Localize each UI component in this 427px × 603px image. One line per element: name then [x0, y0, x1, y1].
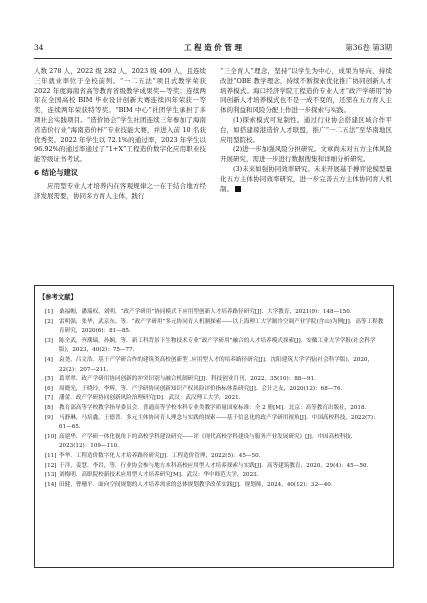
reference-text: 袁尧，吕文浩．基于产学研合作的建筑类高校创新型 .应用型人才的培养路径研究[J]．沈阳建筑大学学报(社会科学版)，2020，22(2)：207—211.	[59, 356, 374, 373]
reference-number: [1]	[45, 309, 53, 315]
reference-text: 教育部高等学校教学指导委员会．普通高等学校本科专业类教学质量国家标准：全 2 册[M]．北京：高等教育出版社，2018.	[59, 404, 367, 411]
reference-number: [5]	[45, 376, 53, 383]
reference-number: [9]	[45, 414, 53, 421]
body-paragraph: 人数 278 人，2022 级 282 人，2023 级 409 人，且连续三年就业率位于全校前列。“一二五法”项目式教学荣获 2022 年度海南省高等教育省级教学成果奖—等奖；连续两年在全国高校 BIM 毕业设计创新大赛连续四年荣获一等奖，连续两年荣获特等奖。“BIM 中心”社团学生承担了多项社会实践项目。“造价协会”学生社团连续三年参加了海南省造价行业“海南造价杯”专业技能大赛，并进入前 10 名获优秀奖。2022 年学生以 72.1%的通过率，2023 年学生以 96.92%的通过率通过了“1+X”工程造价数字化应用职业技能等级证书考试。	[34, 67, 206, 164]
reference-item	[45, 375, 385, 385]
reference-number: [11]	[45, 452, 57, 459]
reference-item	[45, 471, 385, 481]
references-title: 【参考文献】	[39, 294, 77, 301]
reference-text: 葛翠翠．政产学研用协同创新的冲突识别与融合机制研究[J]．科技创业月刊，2022，35(10)：88—91.	[59, 376, 316, 383]
page-number: 34	[34, 43, 44, 52]
reference-text: 马静琳，马培鑫，王德普．多元主体协同育人理念与实践的探索——基于信息化的政产学研用视角[J]．中国高校科技，2022(7)：61—65.	[59, 414, 379, 431]
section-heading: 6 结论与建议	[34, 167, 79, 177]
reference-number: [13]	[45, 472, 57, 479]
reference-text: 刘梅明．高职院校新技术应用型人才培养研究[M]．武汉：华中师范大学，2023.	[59, 472, 259, 479]
reference-text: 李华．工程造价数字化人才培养路径研究[J]．工程造价管理，2022(5)：45—50.	[59, 452, 261, 459]
reference-text: 于洋，姜慧，李岩，等．行业协会参与地方本科高校应用型人才培养探索与实践[J]．高等建筑教育，2020，29(4)：45—50.	[59, 462, 369, 469]
references-list	[45, 308, 385, 490]
reference-item	[45, 481, 385, 491]
reference-number: [2]	[45, 318, 53, 325]
reference-item	[45, 308, 385, 318]
reference-item	[45, 318, 385, 337]
body-paragraph-text: (3)未来如强协同效率研究。未来开展基于搏弈论模型量化五方主体协同效率研究，进一步完善五方主体协同育人机制。	[220, 164, 392, 193]
body-paragraph: (1)探索模式可复制性。通过行业协会搭建区域合作平台，如搭建琼港造价人才联盟，推广“一二五法”至华南地区应用型院校。	[220, 115, 392, 144]
reference-number: [4]	[45, 356, 53, 363]
reference-number: [8]	[45, 404, 53, 411]
reference-item	[45, 462, 385, 472]
reference-number: [14]	[45, 481, 57, 488]
reference-number: [12]	[45, 462, 57, 469]
reference-item	[45, 433, 385, 452]
reference-text: 周晓光，于晓玲，李辉，等．产学研协同创新知识产权风险评价指标体系研究[J]．会计之友，2020(12)：68—76.	[59, 385, 343, 392]
running-header	[34, 42, 392, 54]
reference-text: 田健，曹珊平．面向空间规划的人才培养需求的总体规划教学改革实践[J]．规划师，2024，40(12)：32—40.	[59, 481, 333, 488]
right-column	[220, 67, 392, 194]
reference-number: [6]	[45, 385, 53, 392]
reference-text: 潘蕾．政产学研协同创新风险治理研究[D]．武汉：武汉理工大学，2021.	[59, 395, 241, 402]
reference-text: 陈全武，齐潮瑞，孙娴，等．新工科背景下生物技术专业“政产学研用”融合的人才培养模式探索[J]．安徽工业大学学报(社会科学版)，2023，40(2)：75—77.	[59, 337, 376, 354]
reference-item	[45, 356, 385, 375]
reference-item	[45, 414, 385, 433]
left-column	[34, 67, 206, 201]
journal-title: 工 程 造 价 管 理	[183, 43, 243, 52]
reference-text: 桑福帽，潘瑞权，刘明．“政产学研用”协同模式下应用型创新人才培养路径研究[J]．大学教育，2021(9)：148—150.	[59, 309, 352, 315]
reference-text: 高建华．产学研一体化视角下的高校学科建设研究——评《现代高校学科建设与服务产业发展研究》[J]．中国高校科技，2023(12)：109—110.	[59, 433, 357, 450]
body-paragraph-last	[220, 165, 392, 194]
header-rule	[34, 58, 392, 59]
reference-number: [10]	[45, 433, 57, 440]
reference-item	[45, 404, 385, 414]
reference-item	[45, 337, 385, 356]
end-of-article-mark	[235, 186, 241, 192]
body-paragraph: 应用型专业人才培养内在客观规律之一在于结合地方经济发展需要，协同多方育人主体，践行	[34, 181, 206, 200]
body-paragraph: (2)进一步加强风险分担研究。文章尚未对五方主体风险开展研究，需进一步进行数据搜集和详细分析研究。	[220, 145, 392, 164]
references-box	[34, 285, 394, 568]
reference-item	[45, 385, 385, 395]
reference-number: [7]	[45, 395, 53, 402]
volume-issue: 第36卷 第3期	[345, 43, 392, 52]
reference-item	[45, 394, 385, 404]
body-paragraph: “三全育人”理念，坚持“以学生为中心，成果为导向，持续改进”OBE 教学理念，持续不断探索优化推广协同创新人才培养模式。海口经济学院工程造价专业人才“政产学研用”协同创新人才培养模式也不是一成不变的，还需在五方育人主体的利益和风险分配上作进一步探索与实践。	[220, 67, 392, 115]
reference-number: [3]	[45, 337, 53, 344]
reference-item	[45, 452, 385, 462]
reference-text: 雷明强，张华，武京东，等．“政产学研用”多元协同育人机制探索——以上海理工大学制冷空调产业学院(含山)为例[J]．高等工程教育研究，2020(6)：81—85.	[59, 318, 384, 335]
